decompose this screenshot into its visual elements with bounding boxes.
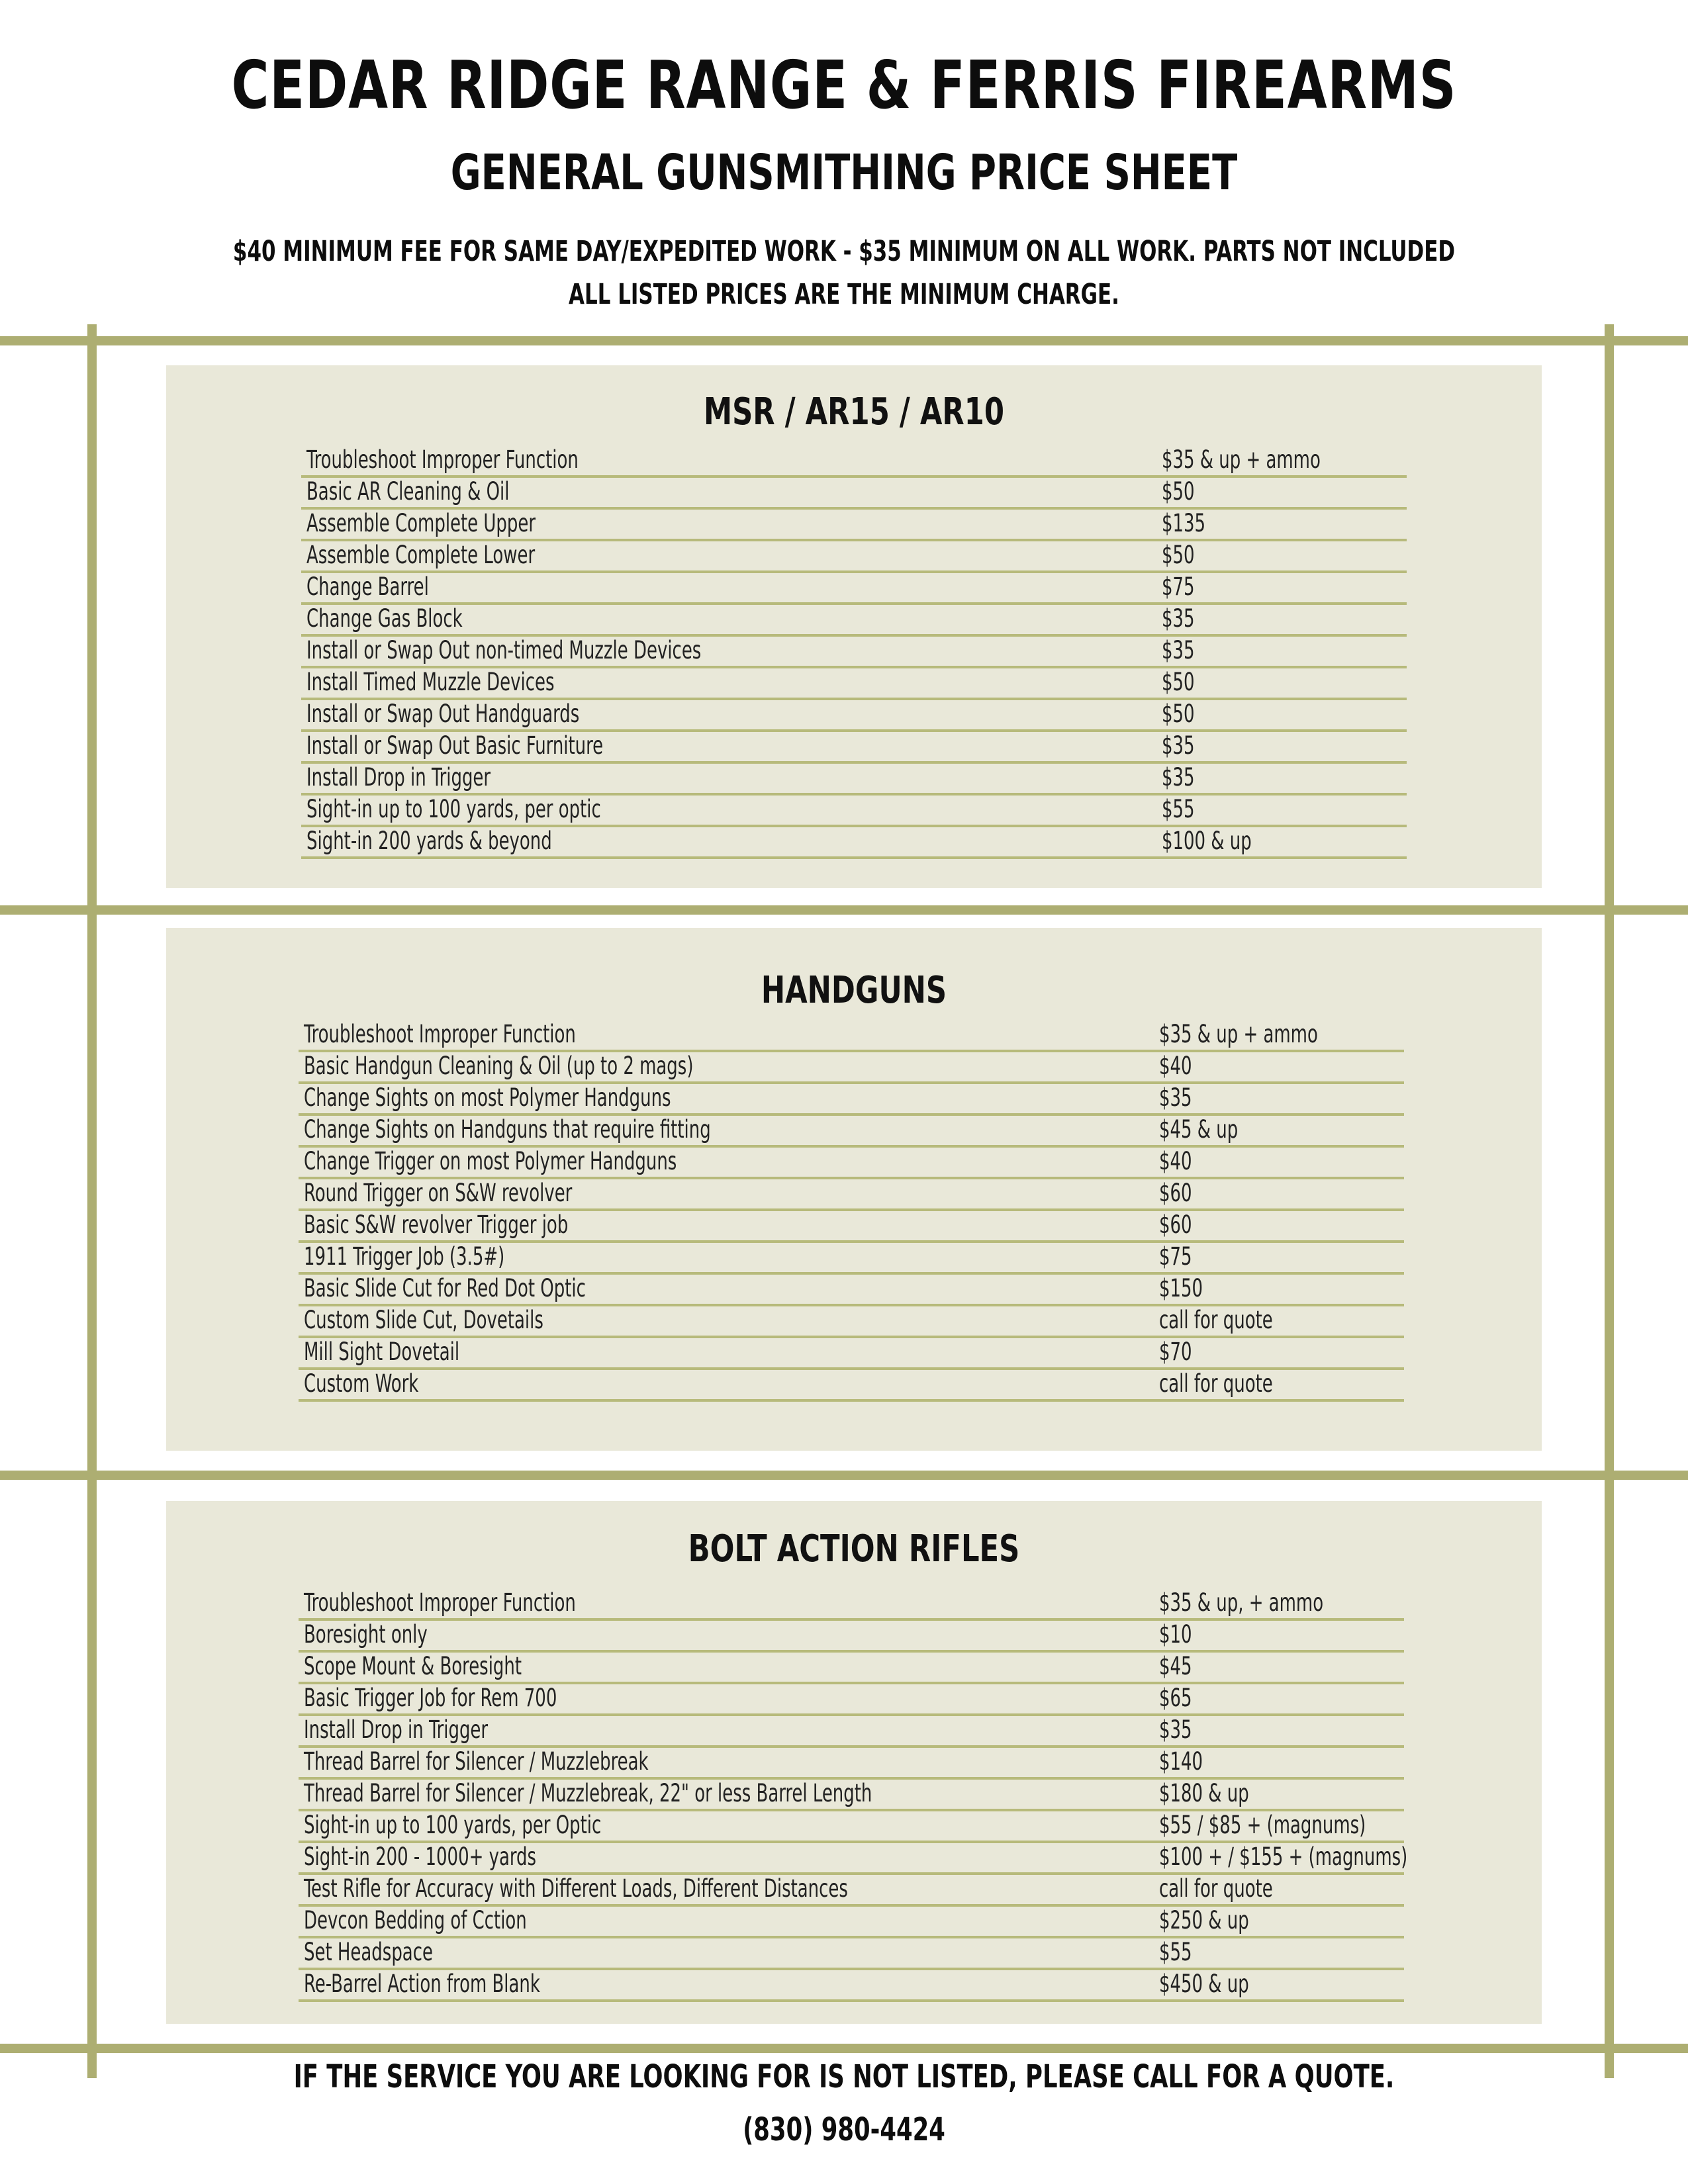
price-row xyxy=(301,796,1407,827)
service-name: Change Trigger on most Polymer Handguns xyxy=(304,1147,677,1175)
service-name: Sight-in up to 100 yards, per optic xyxy=(306,795,601,823)
price-row xyxy=(299,1370,1404,1402)
service-name: Round Trigger on S&W revolver xyxy=(304,1179,573,1207)
service-name: Basic Handgun Cleaning & Oil (up to 2 mags) xyxy=(304,1052,694,1080)
service-price: $40 xyxy=(1159,1147,1192,1175)
price-row xyxy=(299,1811,1404,1843)
service-name: Install or Swap Out non-timed Muzzle Devices xyxy=(306,636,702,664)
service-price: $60 xyxy=(1159,1179,1192,1207)
service-price: $35 xyxy=(1159,1715,1192,1744)
section-title: HANDGUNS xyxy=(761,969,947,1012)
service-price: $50 xyxy=(1162,700,1195,728)
service-price: $50 xyxy=(1162,477,1195,506)
section-panel-handguns xyxy=(166,928,1542,1451)
service-name: Install Timed Muzzle Devices xyxy=(306,668,555,696)
service-price: call for quote xyxy=(1159,1874,1273,1903)
service-name: Boresight only xyxy=(304,1620,428,1649)
price-row xyxy=(299,1052,1404,1084)
service-price: $150 xyxy=(1159,1274,1203,1302)
service-name: Change Gas Block xyxy=(306,604,463,633)
price-row xyxy=(299,1116,1404,1148)
service-price: $65 xyxy=(1159,1684,1192,1712)
service-name: Install or Swap Out Handguards xyxy=(306,700,580,728)
grid-line-bottom xyxy=(0,2044,1688,2053)
price-row xyxy=(299,1243,1404,1275)
service-name: Mill Sight Dovetail xyxy=(304,1338,460,1366)
price-row xyxy=(299,1907,1404,1938)
service-price: call for quote xyxy=(1159,1369,1273,1398)
service-price: $250 & up xyxy=(1159,1906,1249,1934)
grid-line-top xyxy=(0,336,1688,345)
service-price: $35 xyxy=(1162,763,1195,792)
service-price: $50 xyxy=(1162,668,1195,696)
service-name: Custom Slide Cut, Dovetails xyxy=(304,1306,543,1334)
service-name: Troubleshoot Improper Function xyxy=(304,1588,576,1617)
service-price: $45 & up xyxy=(1159,1115,1239,1144)
price-row xyxy=(301,732,1407,764)
service-price: $35 xyxy=(1159,1083,1192,1112)
grid-line-right xyxy=(1605,324,1614,2078)
price-row xyxy=(301,541,1407,573)
service-price: $100 & up xyxy=(1162,827,1252,855)
grid-line-mid-1 xyxy=(0,905,1688,915)
service-price: $40 xyxy=(1159,1052,1192,1080)
service-name: Troubleshoot Improper Function xyxy=(304,1020,576,1048)
price-row xyxy=(299,1938,1404,1970)
service-name: Sight-in 200 - 1000+ yards xyxy=(304,1843,537,1871)
price-row xyxy=(299,1275,1404,1306)
service-price: $55 xyxy=(1159,1938,1192,1966)
service-name: Sight-in up to 100 yards, per Optic xyxy=(304,1811,602,1839)
price-row xyxy=(299,1211,1404,1243)
service-name: Thread Barrel for Silencer / Muzzlebreak, 22" or less Barrel Length xyxy=(304,1779,872,1807)
price-row xyxy=(301,605,1407,637)
price-row xyxy=(301,637,1407,668)
service-price: $55 xyxy=(1162,795,1195,823)
document-title: CEDAR RIDGE RANGE & FERRIS FIREARMS xyxy=(231,46,1457,124)
price-row xyxy=(299,1875,1404,1907)
service-name: Custom Work xyxy=(304,1369,419,1398)
service-name: Basic Trigger Job for Rem 700 xyxy=(304,1684,557,1712)
price-row xyxy=(301,764,1407,796)
price-row xyxy=(299,1179,1404,1211)
price-row xyxy=(299,1843,1408,1875)
price-row xyxy=(301,478,1407,510)
service-name: Install Drop in Trigger xyxy=(306,763,491,792)
service-name: Devcon Bedding of Cction xyxy=(304,1906,527,1934)
price-row xyxy=(299,1306,1404,1338)
service-price: call for quote xyxy=(1159,1306,1273,1334)
price-row xyxy=(299,1748,1404,1780)
service-price: $135 xyxy=(1162,509,1206,537)
service-name: Assemble Complete Lower xyxy=(306,541,536,569)
service-price: $35 & up, + ammo xyxy=(1159,1588,1324,1617)
price-row xyxy=(299,1021,1404,1052)
service-name: Install or Swap Out Basic Furniture xyxy=(306,731,604,760)
service-price: $60 xyxy=(1159,1210,1192,1239)
service-price: $140 xyxy=(1159,1747,1203,1776)
service-name: Troubleshoot Improper Function xyxy=(306,445,579,474)
service-price: $75 xyxy=(1159,1242,1192,1271)
price-row xyxy=(299,1716,1404,1748)
service-price: $180 & up xyxy=(1159,1779,1249,1807)
price-row xyxy=(301,446,1407,478)
service-price: $35 xyxy=(1162,604,1195,633)
service-name: Thread Barrel for Silencer / Muzzlebreak xyxy=(304,1747,649,1776)
service-price: $45 xyxy=(1159,1652,1192,1680)
section-panel-msr xyxy=(166,365,1542,888)
section-title: MSR / AR15 / AR10 xyxy=(703,390,1005,433)
service-name: Test Rifle for Accuracy with Different Loads, Different Distances xyxy=(304,1874,848,1903)
price-row xyxy=(301,510,1407,541)
service-price: $55 / $85 + (magnums) xyxy=(1159,1811,1366,1839)
price-row xyxy=(299,1653,1404,1684)
price-row xyxy=(299,1621,1404,1653)
service-name: Change Sights on most Polymer Handguns xyxy=(304,1083,671,1112)
grid-line-mid-2 xyxy=(0,1471,1688,1480)
service-name: Change Barrel xyxy=(306,572,429,601)
service-name: Basic AR Cleaning & Oil xyxy=(306,477,510,506)
price-row xyxy=(299,1589,1404,1621)
service-name: Set Headspace xyxy=(304,1938,433,1966)
service-name: Scope Mount & Boresight xyxy=(304,1652,522,1680)
document-subtitle: GENERAL GUNSMITHING PRICE SHEET xyxy=(450,144,1238,201)
price-row xyxy=(299,1970,1404,2002)
service-name: Re-Barrel Action from Blank xyxy=(304,1970,540,1998)
grid-line-left xyxy=(87,324,97,2078)
service-price: $50 xyxy=(1162,541,1195,569)
service-name: Basic S&W revolver Trigger job xyxy=(304,1210,569,1239)
service-price: $35 xyxy=(1162,731,1195,760)
service-name: Install Drop in Trigger xyxy=(304,1715,489,1744)
price-row xyxy=(299,1338,1404,1370)
service-name: Change Sights on Handguns that require fitting xyxy=(304,1115,711,1144)
section-title: BOLT ACTION RIFLES xyxy=(688,1527,1020,1570)
price-row xyxy=(301,700,1407,732)
service-price: $75 xyxy=(1162,572,1195,601)
service-name: Sight-in 200 yards & beyond xyxy=(306,827,552,855)
price-row xyxy=(301,668,1407,700)
service-name: 1911 Trigger Job (3.5#) xyxy=(304,1242,505,1271)
footer-phone: (830) 980-4424 xyxy=(743,2111,945,2148)
service-price: $35 & up + ammo xyxy=(1162,445,1321,474)
price-row xyxy=(299,1780,1404,1811)
service-price: $35 xyxy=(1162,636,1195,664)
service-price: $70 xyxy=(1159,1338,1192,1366)
service-price: $450 & up xyxy=(1159,1970,1249,1998)
footer-note: IF THE SERVICE YOU ARE LOOKING FOR IS NOT LISTED, PLEASE CALL FOR A QUOTE. xyxy=(293,2058,1395,2095)
service-name: Assemble Complete Upper xyxy=(306,509,536,537)
section-panel-bolt-action xyxy=(166,1501,1542,2024)
service-price: $100 + / $155 + (magnums) xyxy=(1159,1843,1408,1871)
price-row xyxy=(301,573,1407,605)
price-row xyxy=(299,1148,1404,1179)
service-name: Basic Slide Cut for Red Dot Optic xyxy=(304,1274,586,1302)
minimum-fee-notice: $40 MINIMUM FEE FOR SAME DAY/EXPEDITED WORK - $35 MINIMUM ON ALL WORK. PARTS NOT INCLUDED xyxy=(232,235,1456,268)
price-row xyxy=(301,827,1407,859)
service-price: $35 & up + ammo xyxy=(1159,1020,1318,1048)
service-price: $10 xyxy=(1159,1620,1192,1649)
price-row xyxy=(299,1684,1404,1716)
price-row xyxy=(299,1084,1404,1116)
minimum-charge-notice: ALL LISTED PRICES ARE THE MINIMUM CHARGE. xyxy=(569,278,1119,311)
